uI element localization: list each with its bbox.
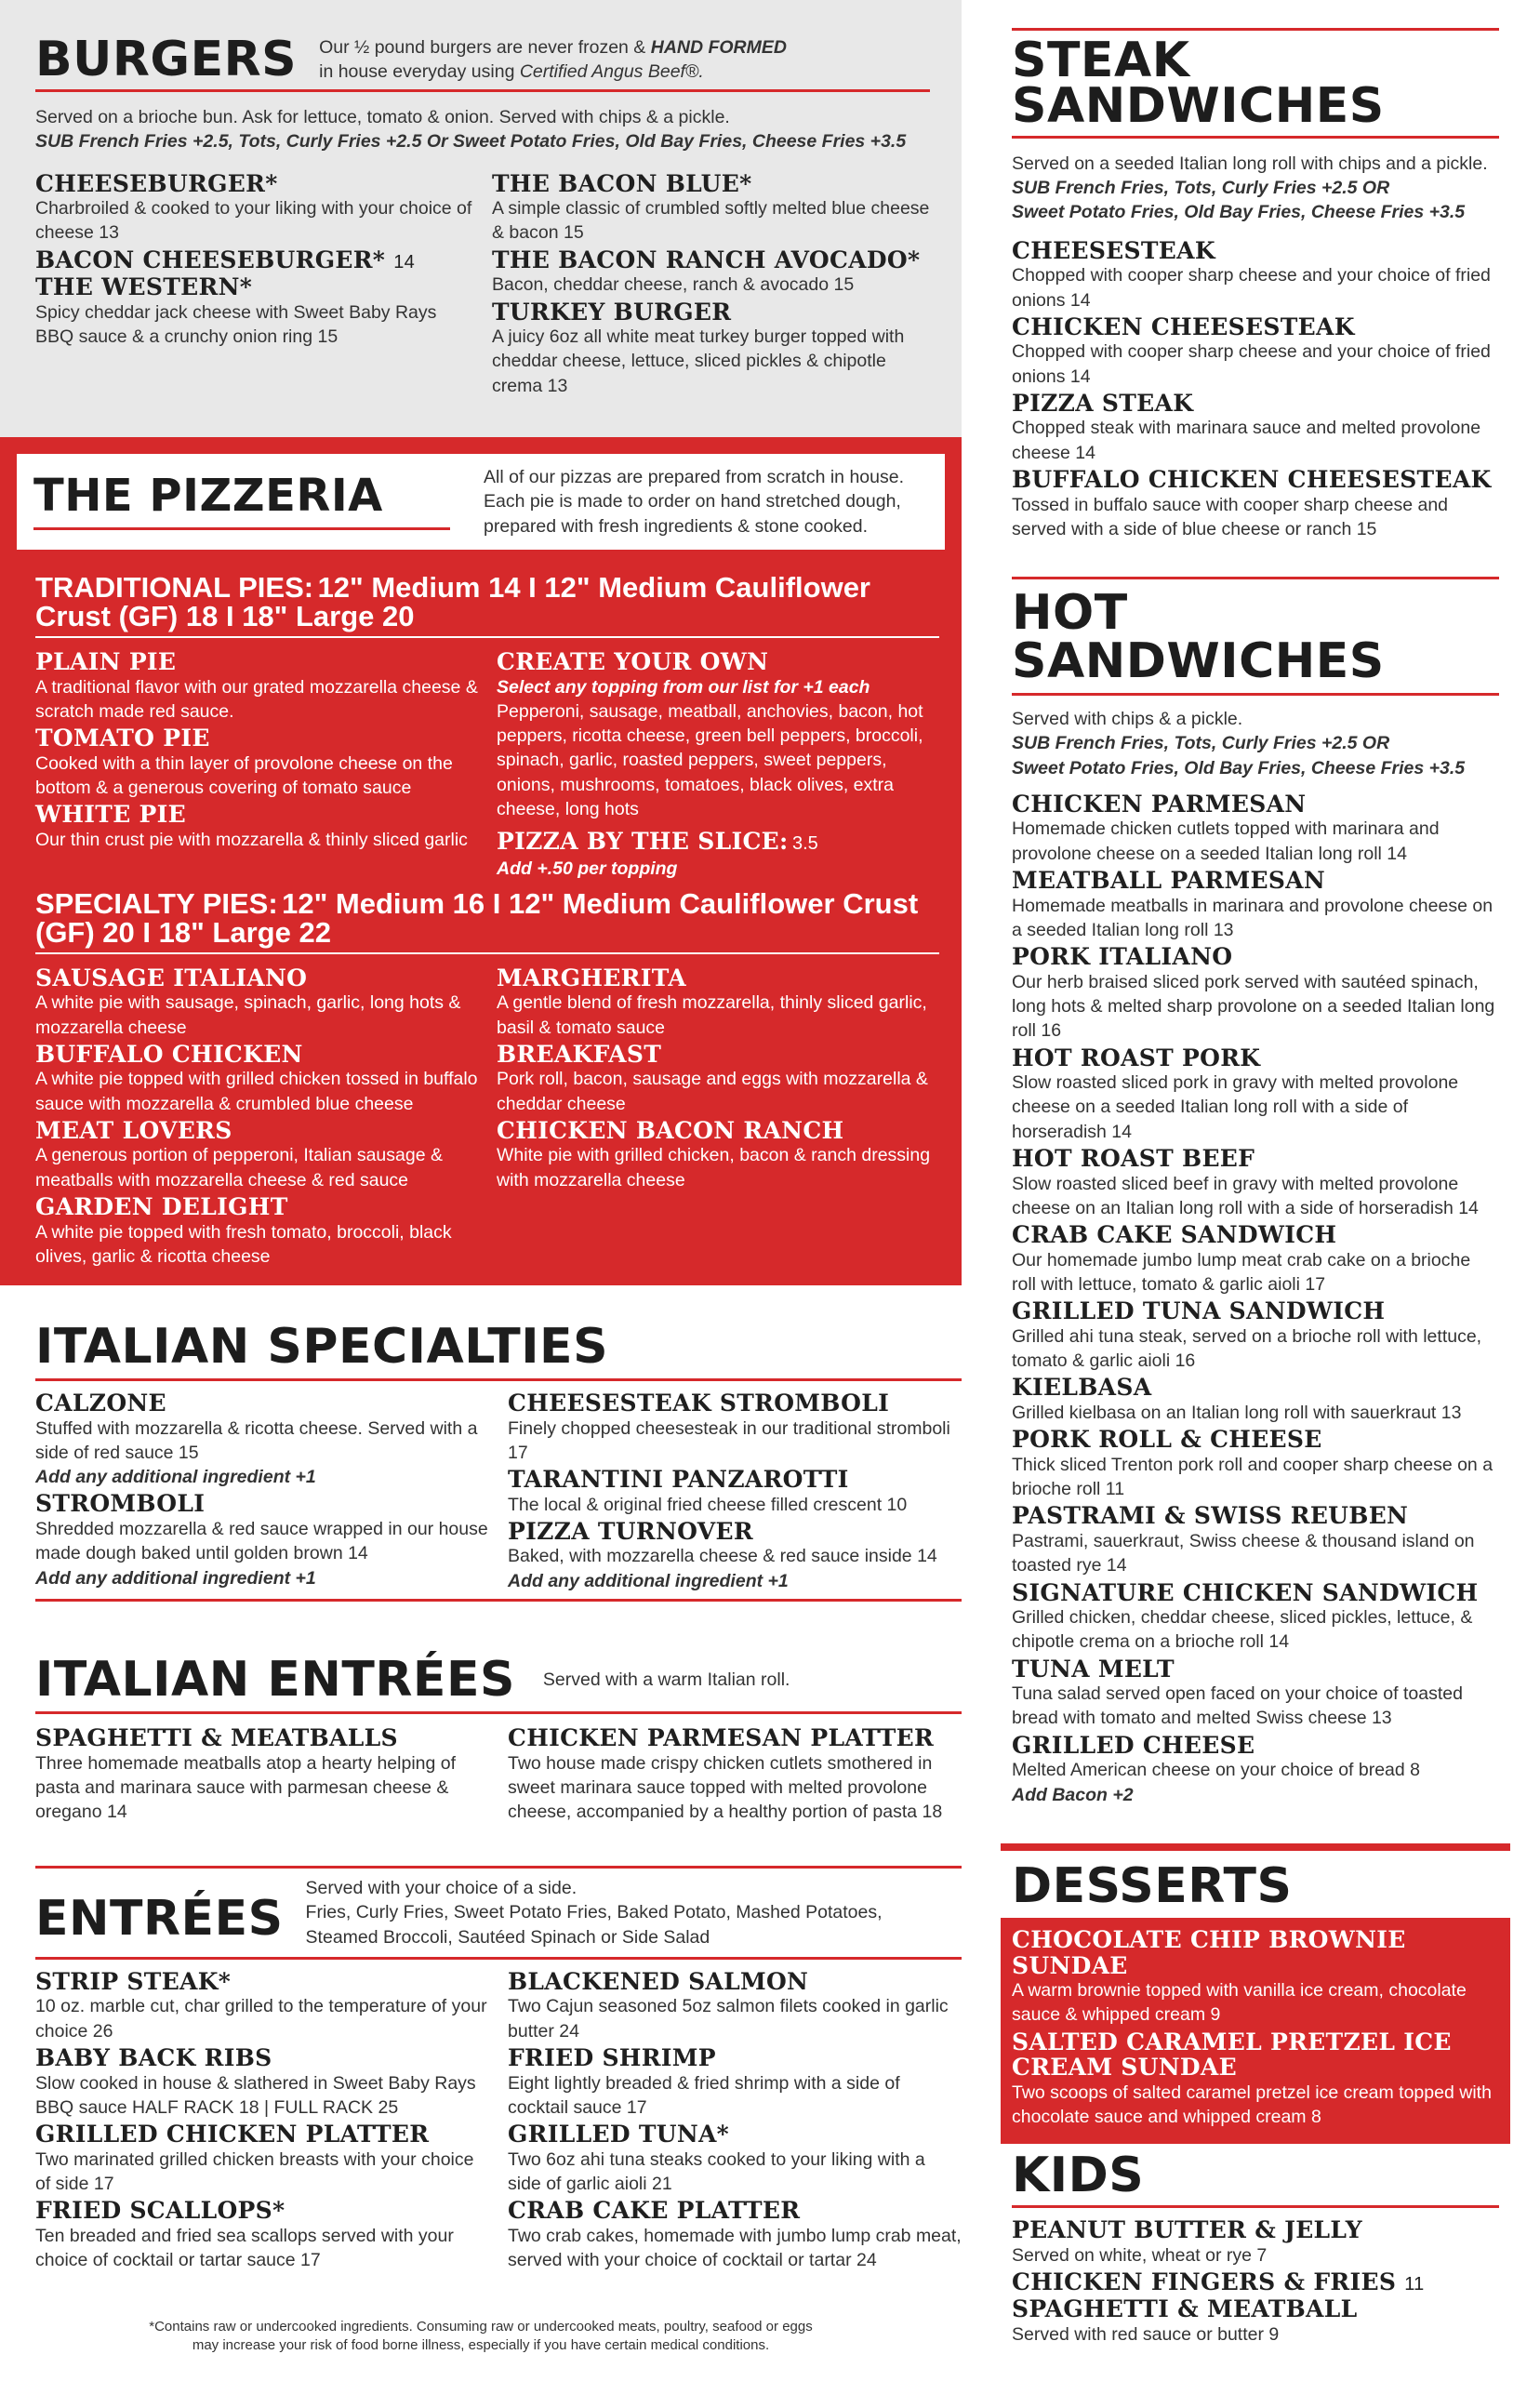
item-name-text: PASTRAMI & SWISS REUBEN [1012,1502,1409,1530]
item-name-text: PORK ITALIANO [1012,943,1233,971]
steak-items [1012,238,1499,542]
item-name [1012,1656,1499,1683]
item-description: Three homemade meatballs atop a hearty helping of pasta and marinara sauce with parmesan cheese & oregano 14 [35,1752,457,1823]
item-name-text: PIZZA STEAK [1012,389,1194,417]
item-name-text: CHICKEN PARMESAN [1012,790,1307,818]
italian-entrees-title: ITALIAN ENTRÉES [35,1652,515,1708]
italian-specialties-rule [35,1378,962,1381]
specialty-right-column [497,965,939,1271]
item-description: Stuffed with mozzarella & ricotta cheese. Served with a side of red sauce 15 [35,1417,478,1463]
item-note: Add any additional ingredient +1 [35,1467,316,1488]
item-description: Slow roasted sliced beef in gravy with melted provolone cheese on an Italian long roll with a side of horseradish 14 [1012,1173,1479,1218]
steak-title: STEAK SANDWICHES [1012,33,1385,135]
menu-item [1012,1580,1499,1655]
entrees-rule [35,1957,962,1960]
item-description: A white pie topped with fresh tomato, broccoli, black olives, garlic & ricotta cheese [35,1221,452,1267]
item-description: A juicy 6oz all white meat turkey burger topped with cheddar cheese, lettuce, sliced pickles & chipotle crema 13 [492,326,905,396]
item-description: Ten breaded and fried sea scallops served with your choice of cocktail or tartar sauce 17 [35,2225,454,2271]
menu-item [1012,2029,1499,2130]
burgers-right-column [492,171,930,400]
item-name-text: CHEESEBURGER* [35,169,278,197]
burgers-served: Served on a brioche bun. Ask for lettuce, tomato & onion. Served with chips & a pickle. [35,107,730,127]
item-name-text: TURKEY BURGER [492,298,732,326]
item-name-text: CHICKEN PARMESAN PLATTER [508,1724,935,1751]
slice-note: Add +.50 per topping [497,858,678,880]
item-description: Homemade meatballs in marinara and provolone cheese on a seeded Italian long roll 13 [1012,895,1494,940]
item-description: Our herb braised sliced pork served with sautéed spinach, long hots & melted sharp provolone on a seeded Italian long roll 16 [1012,971,1495,1042]
menu-item [497,1042,939,1116]
item-name-text: FRIED SHRIMP [508,2044,716,2072]
item-name [1012,1503,1499,1529]
menu-item [508,1519,962,1593]
steak-sub1: SUB French Fries, Tots, Curly Fries +2.5 OR [1012,178,1390,199]
item-name [1012,1146,1499,1172]
menu-item [497,965,939,1040]
menu-item [35,1725,489,1824]
item-name [508,1467,962,1493]
kids-rule [1012,2205,1499,2208]
traditional-pies-heading: TRADITIONAL PIES: 12" Medium 14 I 12" Medium Cauliflower Crust (GF) 18 I 18" Large 20 [35,571,870,632]
item-description: Two crab cakes, homemade with jumbo lump crab meat, served with your choice of cocktail or tartar 24 [508,2225,962,2271]
menu-item [1012,314,1499,389]
item-name-text: TARANTINI PANZAROTTI [508,1466,849,1494]
italian-entrees-rule [35,1711,962,1714]
item-description: Served on white, wheat or rye 7 [1012,2244,1268,2266]
menu-item [35,1491,489,1590]
item-description: A traditional flavor with our grated mozzarella cheese & scratch made red sauce. [35,676,478,722]
item-name-text: CALZONE [35,1390,166,1417]
item-name-text: GARDEN DELIGHT [35,1193,288,1221]
cyo-note: Select any topping from our list for +1 each [497,676,870,698]
item-description: A simple classic of crumbled softly melted blue cheese & bacon 15 [492,198,930,244]
item-description: A white pie topped with grilled chicken tossed in buffalo sauce with mozzarella & crumbled blue cheese [35,1069,478,1114]
burgers-section [0,0,962,437]
item-name-text: HOT ROAST PORK [1012,1044,1261,1071]
item-name-text: KIELBASA [1012,1374,1152,1402]
item-name-text: SALTED CARAMEL PRETZEL ICE CREAM SUNDAE [1012,2028,1452,2082]
steak-rule [1012,136,1499,139]
kids-section [1012,2139,1499,2348]
item-name-text: THE BACON BLUE* [492,169,752,197]
menu-item [508,1390,962,1465]
item-name [35,1118,478,1144]
hot-sub1: SUB French Fries, Tots, Curly Fries +2.5 OR [1012,733,1390,754]
desserts-box [1001,1918,1510,2144]
item-description: Two 6oz ahi tuna steaks cooked to your liking with a side of garlic aioli 21 [508,2148,925,2194]
item-name-text: CHICKEN CHEESESTEAK [1012,313,1355,340]
menu-item [508,2198,962,2272]
desserts-section [1001,1843,1510,2144]
item-description: Thick sliced Trenton pork roll and cooper sharp cheese on a brioche roll 11 [1012,1454,1494,1500]
item-name-text: PEANUT BUTTER & JELLY [1012,2216,1362,2243]
item-description: White pie with grilled chicken, bacon & ranch dressing with mozzarella cheese [497,1145,931,1190]
specialty-pies-heading: SPECIALTY PIES: 12" Medium 16 I 12" Medium Cauliflower Crust (GF) 20 I 18" Large 22 [35,886,919,949]
item-description: Pork roll, bacon, sausage and eggs with mozzarella & cheddar cheese [497,1069,928,1114]
menu-item [1012,2296,1499,2347]
item-name [1012,1580,1499,1606]
item-name-text: STROMBOLI [35,1490,206,1518]
pizzeria-section [0,437,962,1285]
item-name-text: SIGNATURE CHICKEN SANDWICH [1012,1578,1479,1606]
item-name-text: THE BACON RANCH AVOCADO* [492,246,921,273]
menu-item [508,2122,962,2196]
entrees-right-column [508,1969,962,2275]
item-name [35,274,473,300]
specialty-left-column [35,965,497,1271]
item-name-text: TUNA MELT [1012,1655,1175,1683]
menu-item [35,2045,489,2120]
item-name-text: SPAGHETTI & MEATBALL [1012,2295,1358,2323]
item-name-text: TOMATO PIE [35,725,210,752]
item-name [35,965,478,991]
menu-item [1012,1427,1499,1501]
item-name-text: CHICKEN BACON RANCH [497,1116,844,1144]
item-name-text: BLACKENED SALMON [508,1967,809,1995]
hot-top-rule [1012,577,1499,579]
entrees-left-column [35,1969,508,2275]
item-description: Cooked with a thin layer of provolone cheese on the bottom & a generous covering of tomato sauce [35,752,453,798]
menu-item [1012,1298,1499,1373]
menu-item [508,1725,962,1824]
pizzeria-rule [33,527,450,530]
menu-item [35,1042,478,1116]
item-name-text: SAUSAGE ITALIANO [35,964,308,991]
item-name [35,802,478,828]
item-description: Slow cooked in house & slathered in Sweet Baby Rays BBQ sauce HALF RACK 18 | FULL RACK 25 [35,2072,476,2118]
item-description: A white pie with sausage, spinach, garlic, long hots & mozzarella cheese [35,992,461,1038]
item-description: Homemade chicken cutlets topped with marinara and provolone cheese on a seeded Italian long roll 14 [1012,818,1440,864]
menu-item [35,171,473,246]
item-description: Tuna salad served open faced on your choice of toasted bread with tomato and melted Swiss cheese 13 [1012,1683,1463,1729]
kids-top-rule [1012,2139,1499,2142]
item-name-text: CHICKEN FINGERS & FRIES [1012,2268,1397,2295]
burgers-sub: SUB French Fries +2.5, Tots, Curly Fries +2.5 Or Sweet Potato Fries, Old Bay Fries, Cheese Fries +3.5 [35,131,907,153]
menu-item [1012,1503,1499,1577]
item-name [1012,1375,1499,1401]
steak-sandwiches-section [1012,28,1499,543]
kids-items [1012,2217,1499,2347]
item-description: Shredded mozzarella & red sauce wrapped in our house made dough baked until golden brown 14 [35,1518,488,1564]
item-name-text: BREAKFAST [497,1040,662,1068]
item-name-text: BUFFALO CHICKEN CHEESESTEAK [1012,466,1492,494]
item-name-text: WHITE PIE [35,801,187,829]
item-name-text: BABY BACK RIBS [35,2044,272,2072]
item-name [508,2122,962,2148]
burgers-left-column [35,171,492,400]
item-name-text: MEATBALL PARMESAN [1012,867,1326,895]
menu-item [35,802,478,852]
menu-item [1012,238,1499,313]
item-name [1012,944,1499,970]
item-description: Slow roasted sliced pork in gravy with melted provolone cheese on a seeded Italian long roll with a side of horseradish 14 [1012,1072,1459,1142]
menu-item [35,965,478,1040]
menu-item [508,1969,962,2043]
item-description: Pastrami, sauerkraut, Swiss cheese & thousand island on toasted rye 14 [1012,1530,1475,1576]
item-name-text: CRAB CAKE PLATTER [508,2197,801,2225]
item-name-text: THE WESTERN* [35,273,253,301]
hot-sub2: Sweet Potato Fries, Old Bay Fries, Cheese Fries +3.5 [1012,757,1466,778]
item-name [35,1969,489,1995]
menu-item [492,299,930,398]
item-name-text: PIZZA TURNOVER [508,1517,753,1545]
item-description: Finely chopped cheesesteak in our traditional stromboli 17 [508,1417,950,1463]
item-description: Grilled kielbasa on an Italian long roll with sauerkraut 13 [1012,1402,1462,1423]
item-description: Two house made crispy chicken cutlets smothered in sweet marinara sauce topped with melted provolone cheese, accompanied by a healthy portion of pasta 18 [508,1752,943,1823]
menu-item [1012,1045,1499,1144]
item-name-text: GRILLED CHEESE [1012,1731,1255,1759]
item-name-text: PLAIN PIE [35,648,177,675]
item-name [35,2122,489,2148]
item-description: Our homemade jumbo lump meat crab cake on a brioche roll with lettuce, tomato & garlic aioli 17 [1012,1249,1471,1295]
item-name [1012,467,1499,493]
italian-entrees-intro: Served with a warm Italian roll. [542,1669,790,1690]
item-name-text: GRILLED CHICKEN PLATTER [35,2121,430,2148]
item-description: The local & original fried cheese filled crescent 10 [508,1494,908,1515]
item-name [508,1390,962,1417]
entrees-intro: Served with your choice of a side. Fries, Curly Fries, Sweet Potato Fries, Baked Potato, Mashed Potatoes, Steamed Broccoli, Sautéed Spinach or Side Salad [305,1878,883,1948]
item-name [497,965,939,991]
item-name [508,2198,962,2224]
italian-specialties-bottom-rule [35,1599,962,1602]
hot-sandwiches-section [1012,577,1499,1809]
item-name-text: PORK ROLL & CHEESE [1012,1426,1322,1454]
item-description: A warm brownie topped with vanilla ice cream, chocolate sauce & whipped cream 9 [1012,1980,1467,2026]
desserts-title: DESSERTS [1012,1858,1293,1914]
italian-entrees-section [35,1652,962,1833]
item-name [508,2045,962,2071]
item-description: Charbroiled & cooked to your liking with your choice of cheese 13 [35,198,472,244]
menu-item [1012,467,1499,541]
menu-item [497,1118,939,1192]
menu-item [35,2198,489,2272]
item-name [508,1969,962,1995]
burgers-rule [35,89,930,92]
desserts-top-rule [1001,1843,1510,1851]
menu-item [492,171,930,246]
menu-item [1012,1146,1499,1220]
cyo-desc: Pepperoni, sausage, meatball, anchovies, bacon, hot peppers, ricotta cheese, green bell peppers, broccoli, spinach, garlic, roasted peppers, sweet peppers, onions, mushrooms, tomatoes, black olives, extra cheese, long hots [497,700,923,820]
item-name [35,171,473,197]
item-description: 10 oz. marble cut, char grilled to the temperature of your choice 26 [35,1996,487,2042]
item-description: Two scoops of salted caramel pretzel ice cream topped with chocolate sauce and whipped cream 8 [1012,2082,1492,2127]
item-name [35,247,473,273]
item-name-text: MARGHERITA [497,964,686,991]
item-name [1012,2296,1499,2322]
item-name-text: GRILLED TUNA* [508,2121,730,2148]
item-name-text: STRIP STEAK* [35,1967,232,1995]
item-name [1012,1045,1499,1071]
item-description: A gentle blend of fresh mozzarella, thinly sliced garlic, basil & tomato sauce [497,992,927,1038]
item-name-text: FRIED SCALLOPS* [35,2197,285,2225]
item-name [1012,238,1499,264]
item-description: Two marinated grilled chicken breasts with your choice of side 17 [35,2148,474,2194]
item-name [35,1390,489,1417]
menu-item [1012,1375,1499,1425]
item-description: Our thin crust pie with mozzarella & thinly sliced garlic [35,829,468,850]
specialty-rule [35,952,939,954]
item-name-text: CRAB CAKE SANDWICH [1012,1221,1337,1249]
steak-sub2: Sweet Potato Fries, Old Bay Fries, Cheese Fries +3.5 [1012,202,1466,223]
item-price: 14 [393,251,416,273]
item-name-text: BACON CHEESEBURGER* [35,246,386,273]
menu-item [35,247,473,273]
item-note: Add any additional ingredient +1 [508,1570,789,1591]
menu-item [1012,1733,1499,1807]
menu-item [35,1390,489,1489]
item-name [35,649,478,675]
item-name [508,1725,962,1751]
item-name-text: CHEESESTEAK STROMBOLI [508,1390,890,1417]
disclaimer: *Contains raw or undercooked ingredients. Consuming raw or undercooked meats, poultry, seafood or eggs may increase your risk of food borne illness, especially if you have certain medical conditions. [149,2319,813,2354]
menu-item [1012,1222,1499,1297]
menu-item [1012,1927,1499,2028]
hot-rule [1012,693,1499,696]
menu-item [35,725,478,800]
item-name-text: CHEESESTEAK [1012,236,1215,264]
italian-entrees-right-column [508,1725,962,1833]
slice-line: PIZZA BY THE SLICE: 3.5 [497,828,818,856]
menu-item [1012,791,1499,866]
entrees-top-rule [35,1866,962,1869]
italian-entrees-left-column [35,1725,508,1833]
cyo-name: CREATE YOUR OWN [497,648,769,675]
traditional-right-column [497,649,939,882]
item-name-text: GRILLED TUNA SANDWICH [1012,1297,1386,1325]
item-name [497,1118,939,1144]
menu-item [35,1969,489,2043]
menu-item [1012,2217,1499,2268]
pizzeria-header-box [17,454,945,550]
item-name [35,1042,478,1068]
item-name [35,1194,478,1220]
item-name [1012,1222,1499,1248]
steak-served: Served on a seeded Italian long roll with chips and a pickle. [1012,153,1488,174]
item-description: A generous portion of pepperoni, Italian sausage & meatballs with mozzarella cheese & red sauce [35,1145,443,1190]
italian-specialties-left-column [35,1390,508,1595]
item-name-text: MEAT LOVERS [35,1116,232,1144]
traditional-rule [35,636,939,638]
menu-item [1012,868,1499,942]
item-name [1012,2029,1499,2081]
item-note: Add any additional ingredient +1 [35,1567,316,1589]
burgers-title: BURGERS [35,32,298,87]
menu-item [492,247,930,298]
item-name [35,1491,489,1517]
item-description: Chopped with cooper sharp cheese and your choice of fried onions 14 [1012,341,1491,387]
entrees-section [35,1866,962,2274]
item-description: Eight lightly breaded & fried shrimp with a side of cocktail sauce 17 [508,2072,900,2118]
italian-specialties-right-column [508,1390,962,1595]
menu-item [35,274,473,349]
menu-item [1012,391,1499,465]
italian-specialties-section [35,1319,962,1602]
item-description: Chopped with cooper sharp cheese and your choice of fried onions 14 [1012,265,1491,311]
menu-item [35,1194,478,1269]
menu-item [35,1118,478,1192]
item-name [1012,1733,1499,1759]
item-name [1012,868,1499,894]
entrees-title: ENTRÉES [35,1891,284,1947]
item-description: Served with red sauce or butter 9 [1012,2323,1280,2345]
menu-item [508,1467,962,1517]
menu-item [35,649,478,724]
steak-top-rule [1012,28,1499,31]
hot-items [1012,791,1499,1807]
item-description: Two Cajun seasoned 5oz salmon filets cooked in garlic butter 24 [508,1996,949,2042]
item-name [35,725,478,752]
item-name [1012,1427,1499,1453]
item-description: Tossed in buffalo sauce with cooper sharp cheese and served with a side of blue cheese or ranch 15 [1012,494,1449,539]
item-name-text: CHOCOLATE CHIP BROWNIE SUNDAE [1012,1926,1406,1979]
item-name [1012,2269,1499,2295]
item-price: 11 [1404,2273,1425,2295]
menu-item [1012,1656,1499,1731]
item-description: Grilled ahi tuna steak, served on a brioche roll with lettuce, tomato & garlic aioli 16 [1012,1325,1482,1372]
menu-item [1012,944,1499,1043]
item-name [492,171,930,197]
menu-item [35,2122,489,2196]
item-description: Chopped steak with marinara sauce and melted provolone cheese 14 [1012,418,1481,463]
item-name [35,1725,489,1751]
menu-item [508,2045,962,2120]
hot-served: Served with chips & a pickle. [1012,709,1243,729]
item-description: Melted American cheese on your choice of bread 8 [1012,1760,1421,1781]
italian-specialties-title: ITALIAN SPECIALTIES [35,1319,609,1375]
item-name [492,299,930,326]
item-description: Bacon, cheddar cheese, ranch & avocado 15 [492,274,855,296]
item-name [35,2198,489,2224]
item-note: Add Bacon +2 [1012,1784,1134,1805]
item-name [508,1519,962,1545]
item-name [35,2045,489,2071]
item-name [1012,1298,1499,1324]
item-name [1012,2217,1499,2243]
item-description: Grilled chicken, cheddar cheese, sliced pickles, lettuce, & chipotle crema on a brioche roll 14 [1012,1607,1473,1653]
item-name [1012,791,1499,818]
pizzeria-title: THE PIZZERIA [33,470,383,522]
item-description: Baked, with mozzarella cheese & red sauce inside 14 [508,1546,937,1567]
item-name-text: BUFFALO CHICKEN [35,1040,303,1068]
menu-item [1012,2269,1499,2295]
hot-title: HOT SANDWICHES [1012,585,1385,689]
item-name [497,1042,939,1068]
item-description: Spicy cheddar jack cheese with Sweet Baby Rays BBQ sauce & a crunchy onion ring 15 [35,301,437,348]
item-name [1012,1927,1499,1978]
item-name-text: SPAGHETTI & MEATBALLS [35,1724,398,1751]
item-name [1012,391,1499,417]
pizzeria-intro: All of our pizzas are prepared from scratch in house. Each pie is made to order on hand stretched dough, prepared with fresh ingredients & stone cooked. [484,467,904,537]
burgers-intro: Our ½ pound burgers are never frozen & HAND FORMED in house everyday using Certified Angus Beef®. [319,37,787,82]
traditional-left-column [35,649,497,882]
item-name [492,247,930,273]
kids-title: KIDS [1012,2148,1145,2203]
item-name-text: HOT ROAST BEEF [1012,1145,1255,1173]
item-name [1012,314,1499,340]
